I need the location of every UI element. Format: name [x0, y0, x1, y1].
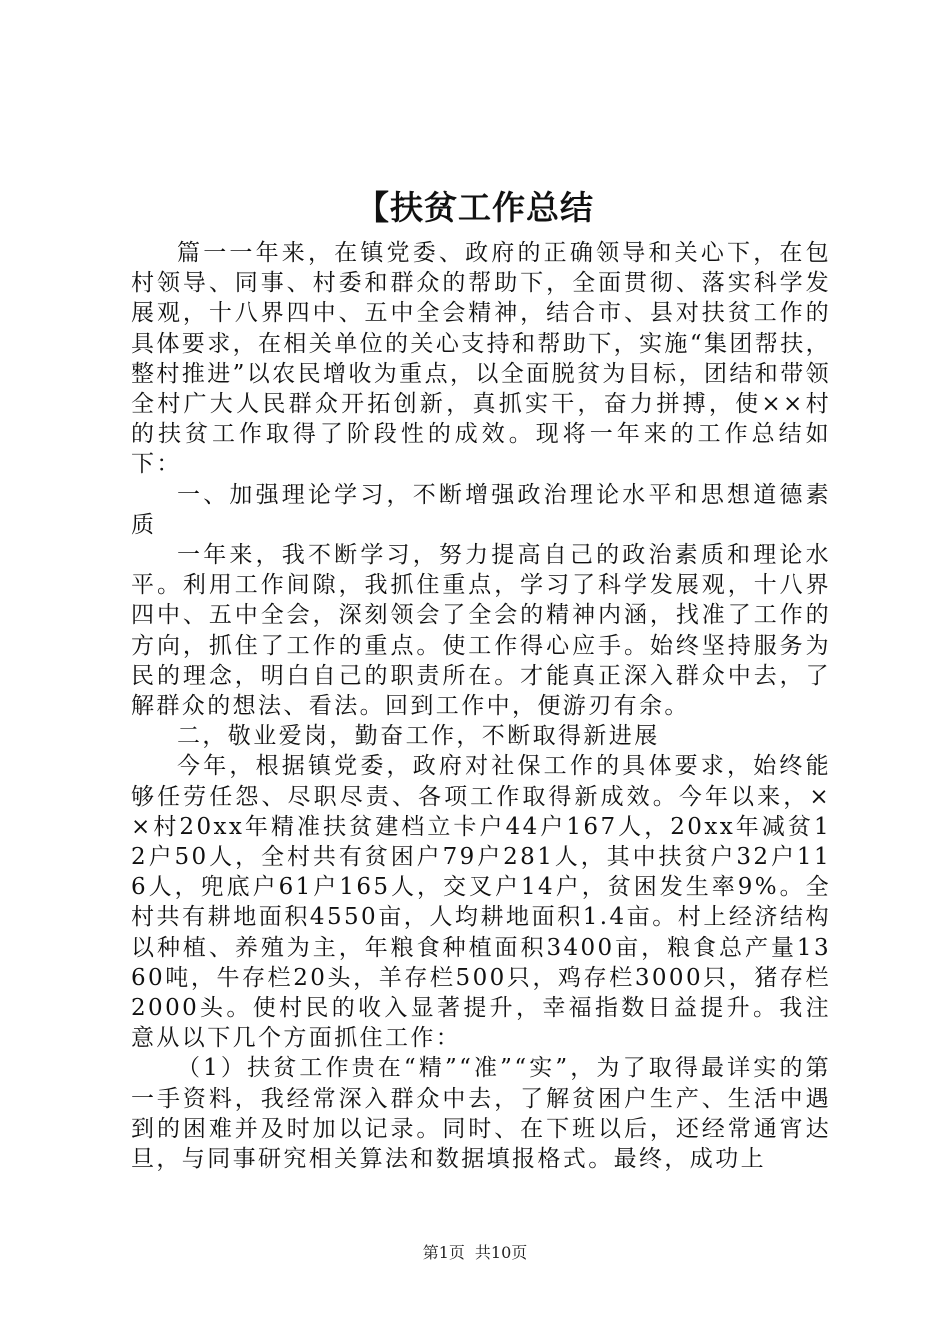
section-heading-2: 二，敬业爱岗，勤奋工作，不断取得新进展 [177, 723, 660, 750]
document-body [131, 238, 831, 1174]
paragraph-item-1: （1）扶贫工作贵在“精”“准”“实”，为了取得最详实的第一手资料，我经常深入群众中去，了解贫困户生产、生活中遇到的困难并及时加以记录。同时、在下班以后，还经常通宵达旦，与同事研究相关算法和数据填报格式。最终，成功上 [131, 1055, 831, 1173]
paragraph-study: 一年来，我不断学习，努力提高自己的政治素质和理论水平。利用工作间隙，我抓住重点，学习了科学发展观，十八界四中、五中全会，深刻领会了全会的精神内涵，找准了工作的方向，抓住了工作的重点。使工作得心应手。始终坚持服务为民的理念，明白自己的职责所在。才能真正深入群众中去，了解群众的想法、看法。回到工作中，便游刃有余。 [131, 542, 831, 720]
paragraph-intro: 篇一一年来，在镇党委、政府的正确领导和关心下，在包村领导、同事、村委和群众的帮助下，全面贯彻、落实科学发展观，十八界四中、五中全会精神，结合市、县对扶贫工作的具体要求，在相关单位的关心支持和帮助下，实施“集团帮扶，整村推进”以农民增收为重点，以全面脱贫为目标，团结和带领全村广大人民群众开拓创新，真抓实干，奋力拼搏，使××村的扶贫工作取得了阶段性的成效。现将一年来的工作总结如下： [131, 240, 831, 478]
document-title: 【扶贫工作总结 [356, 188, 594, 227]
paragraph-statistics: 今年，根据镇党委，政府对社保工作的具体要求，始终能够任劳任怨、尽职尽责、各项工作取得新成效。今年以来，××村20xx年精准扶贫建档立卡户44户167人，20xx年减贫12户50人，全村共有贫困户79户281人，其中扶贫户32户116人，兜底户61户165人，交叉户14户，贫困发生率9%。全村共有耕地面积4550亩，人均耕地面积1.4亩。村上经济结构以种植、养殖为主，年粮食种植面积3400亩，粮食总产量1360吨，牛存栏20头，羊存栏500只，鸡存栏3000只，猪存栏2000头。使村民的收入显著提升，幸福指数日益提升。我注意从以下几个方面抓住工作： [131, 753, 831, 1052]
page-number: 第1页 [422, 1243, 465, 1262]
section-heading-1: 一、加强理论学习，不断增强政治理论水平和思想道德素质 [131, 481, 831, 538]
page-footer [0, 1242, 950, 1264]
page-total: 共10页 [474, 1243, 528, 1262]
